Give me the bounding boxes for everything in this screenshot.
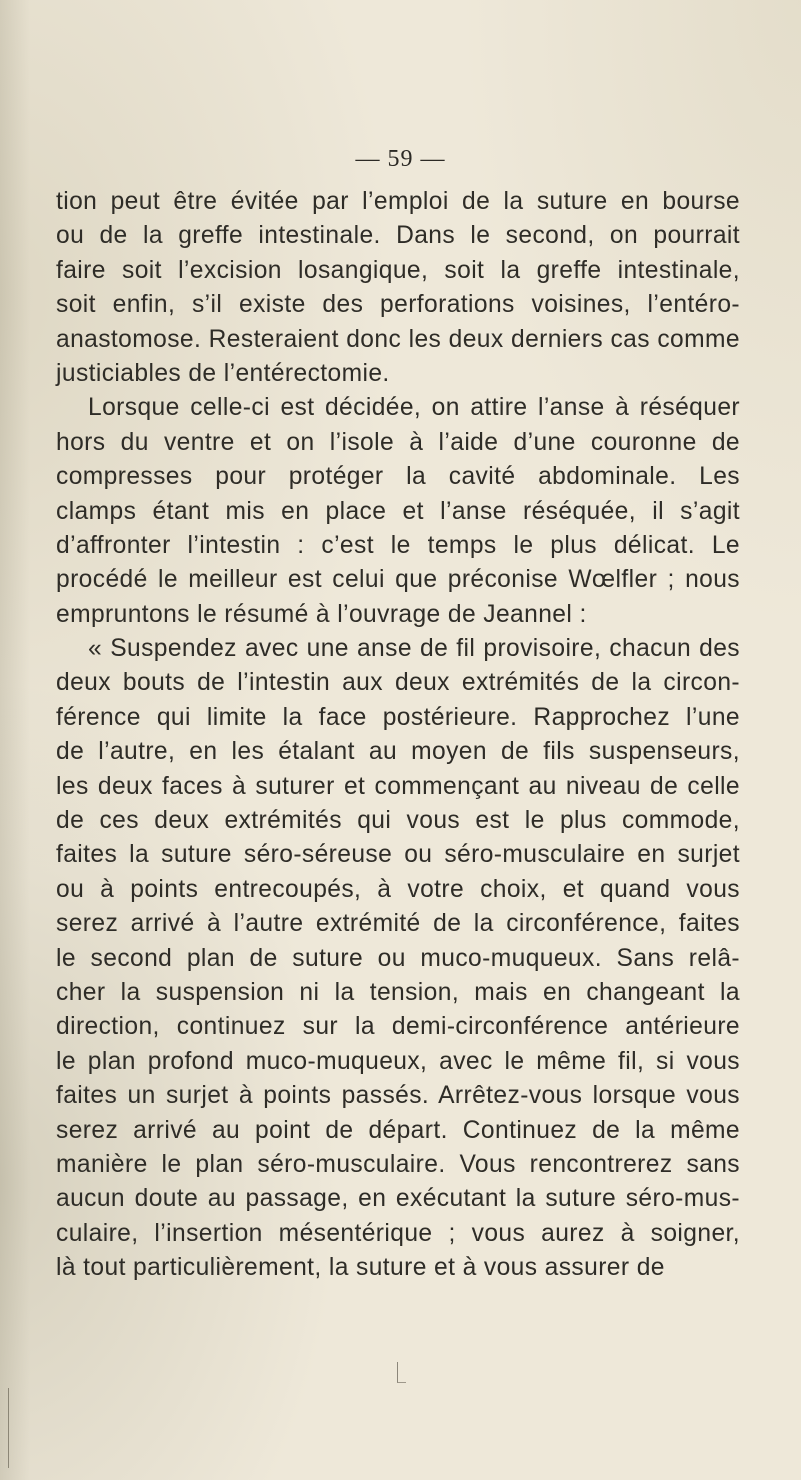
text-line: aucun doute au passage, en exécutant la suture séro-mus- [56, 1185, 740, 1213]
text-line: là tout particulièrement, la suture et à vous assurer de [56, 1254, 665, 1282]
text-line: anastomose. Resteraient donc les deux derniers cas comme [56, 325, 740, 353]
text-line: clamps étant mis en place et l’anse réséquée, il s’agit [56, 497, 740, 525]
text-line: manière le plan séro-musculaire. Vous rencontrerez sans [56, 1150, 740, 1178]
body-text [56, 185, 740, 1286]
text-line: d’affronter l’intestin : c’est le temps le plus délicat. Le [56, 531, 740, 559]
text-line: faites un surjet à points passés. Arrêtez-vous lorsque vous [56, 1082, 740, 1110]
text-line: hors du ventre et on l’isole à l’aide d’une couronne de [56, 428, 740, 456]
text-line: serez arrivé à l’autre extrémité de la circonférence, faites [56, 910, 740, 938]
text-line: direction, continuez sur la demi-circonférence antérieure [56, 1013, 740, 1041]
text-line: culaire, l’insertion mésentérique ; vous aurez à soigner, [56, 1219, 740, 1247]
text-line: les deux faces à suturer et commençant au niveau de celle [56, 772, 740, 800]
text-line: férence qui limite la face postérieure. Rapprochez l’une [56, 703, 740, 731]
text-line: faites la suture séro-séreuse ou séro-musculaire en surjet [56, 841, 740, 869]
page-number: — 59 — [355, 146, 446, 172]
text-line: ou à points entrecoupés, à votre choix, et quand vous [56, 875, 740, 903]
text-line: serez arrivé au point de départ. Continuez de la même [56, 1116, 740, 1144]
text-line: Lorsque celle-ci est décidée, on attire l’anse à réséquer [88, 394, 740, 422]
text-line: faire soit l’excision losangique, soit la greffe intestinale, [56, 256, 740, 284]
text-line: cher la suspension ni la tension, mais en changeant la [56, 978, 740, 1006]
text-line: le second plan de suture ou muco-muqueux. Sans relâ- [56, 944, 740, 972]
stray-ink-mark [397, 1362, 406, 1383]
page-edge-shadow [0, 0, 30, 1480]
text-line: de l’autre, en les étalant au moyen de fils suspenseurs, [56, 738, 740, 766]
gutter-line [8, 1388, 9, 1468]
text-line: de ces deux extrémités qui vous est le plus commode, [56, 807, 740, 835]
text-line: tion peut être évitée par l’emploi de la suture en bourse [56, 188, 740, 215]
text-line: justiciables de l’entérectomie. [56, 359, 390, 387]
text-line: ou de la greffe intestinale. Dans le second, on pourrait [56, 222, 740, 250]
text-line: « Suspendez avec une anse de fil provisoire, chacun des [88, 635, 740, 663]
text-line: soit enfin, s’il existe des perforations voisines, l’entéro- [56, 291, 740, 319]
text-line: compresses pour protéger la cavité abdominale. Les [56, 463, 740, 491]
text-line: le plan profond muco-muqueux, avec le même fil, si vous [56, 1047, 740, 1075]
text-line: procédé le meilleur est celui que préconise Wœlfler ; nous [56, 566, 740, 594]
text-line: deux bouts de l’intestin aux deux extrémités de la circon- [56, 669, 740, 697]
text-line: empruntons le résumé à l’ouvrage de Jeannel : [56, 600, 587, 628]
